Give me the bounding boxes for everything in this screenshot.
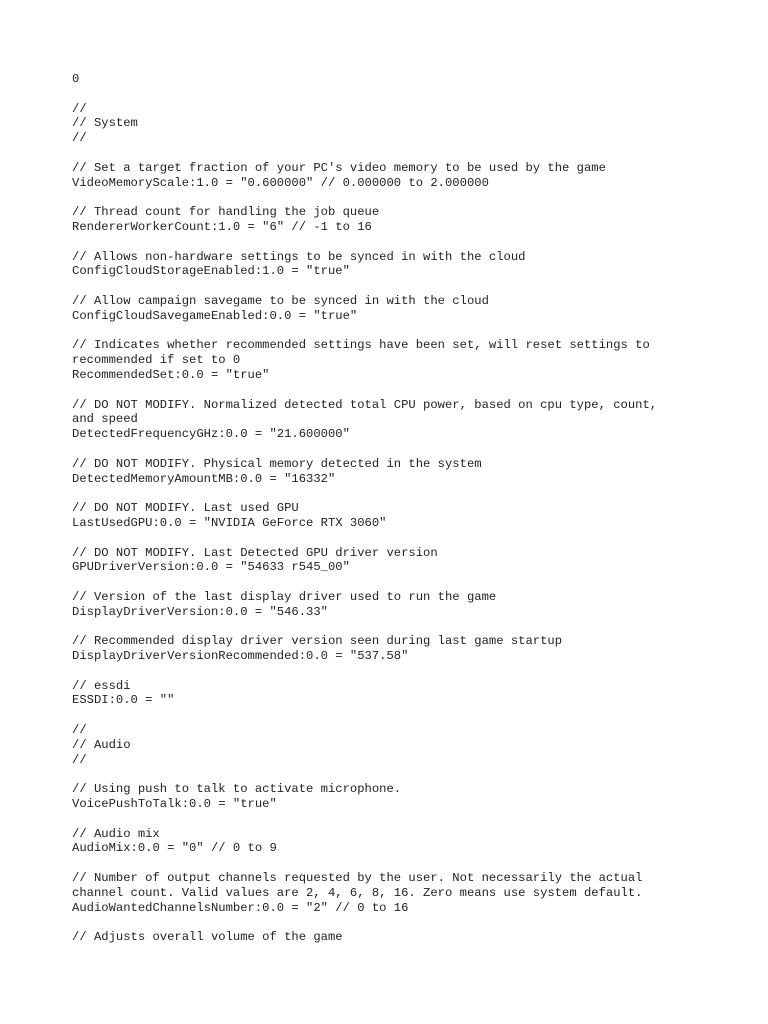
blank-line bbox=[72, 531, 692, 546]
comment-line: // Audio mix bbox=[72, 826, 160, 841]
blank-line bbox=[72, 87, 692, 102]
comment-line: // Indicates whether recommended settings have been set, will reset settings to bbox=[72, 338, 650, 353]
blank-line bbox=[72, 915, 692, 930]
comment-line: // essdi bbox=[72, 678, 131, 693]
comment-line: // Allows non-hardware settings to be synced in with the cloud bbox=[72, 249, 526, 264]
blank-line bbox=[72, 856, 692, 871]
setting-line: recommended if set to 0 bbox=[72, 353, 241, 368]
setting-line: DisplayDriverVersionRecommended:0.0 = "537.58" bbox=[72, 649, 409, 664]
comment-line: // System bbox=[72, 116, 138, 131]
comment-line: // DO NOT MODIFY. Normalized detected total CPU power, based on cpu type, count, bbox=[72, 397, 658, 412]
comment-line: // bbox=[72, 101, 87, 116]
blank-line bbox=[72, 575, 692, 590]
comment-line: // bbox=[72, 752, 87, 767]
comment-line: // bbox=[72, 131, 87, 146]
comment-line: // Using push to talk to activate microphone. bbox=[72, 782, 402, 797]
comment-line: // DO NOT MODIFY. Last Detected GPU driver version bbox=[72, 545, 438, 560]
blank-line bbox=[72, 708, 692, 723]
comment-line: // bbox=[72, 723, 87, 738]
setting-line: ConfigCloudStorageEnabled:1.0 = "true" bbox=[72, 264, 350, 279]
page-number: 0 bbox=[72, 72, 80, 86]
setting-line: RecommendedSet:0.0 = "true" bbox=[72, 367, 270, 382]
config-lines bbox=[72, 102, 692, 945]
comment-line: // Thread count for handling the job queue bbox=[72, 205, 380, 220]
comment-line: // Audio bbox=[72, 737, 131, 752]
setting-line: LastUsedGPU:0.0 = "NVIDIA GeForce RTX 3060" bbox=[72, 515, 387, 530]
setting-line: VoicePushToTalk:0.0 = "true" bbox=[72, 797, 277, 812]
blank-line bbox=[72, 619, 692, 634]
setting-line: DetectedMemoryAmountMB:0.0 = "16332" bbox=[72, 471, 336, 486]
config-document bbox=[72, 72, 692, 945]
blank-line bbox=[72, 767, 692, 782]
setting-line: ESSDI:0.0 = "" bbox=[72, 693, 175, 708]
comment-line: // Set a target fraction of your PC's video memory to be used by the game bbox=[72, 160, 606, 175]
blank-line bbox=[72, 190, 692, 205]
setting-line: VideoMemoryScale:1.0 = "0.600000" // 0.000000 to 2.000000 bbox=[72, 175, 489, 190]
setting-line: RendererWorkerCount:1.0 = "6" // -1 to 16 bbox=[72, 219, 372, 234]
setting-line: ConfigCloudSavegameEnabled:0.0 = "true" bbox=[72, 308, 358, 323]
setting-line: AudioWantedChannelsNumber:0.0 = "2" // 0 to 16 bbox=[72, 900, 409, 915]
blank-line bbox=[72, 324, 692, 339]
blank-line bbox=[72, 442, 692, 457]
setting-line: GPUDriverVersion:0.0 = "54633 r545_00" bbox=[72, 560, 350, 575]
comment-line: // Allow campaign savegame to be synced in with the cloud bbox=[72, 293, 489, 308]
blank-line bbox=[72, 235, 692, 250]
comment-line: // DO NOT MODIFY. Last used GPU bbox=[72, 501, 299, 516]
blank-line bbox=[72, 664, 692, 679]
setting-line: channel count. Valid values are 2, 4, 6, 8, 16. Zero means use system default. bbox=[72, 885, 643, 900]
comment-line: // Recommended display driver version seen during last game startup bbox=[72, 634, 563, 649]
blank-line bbox=[72, 812, 692, 827]
setting-line: and speed bbox=[72, 412, 138, 427]
blank-line bbox=[72, 383, 692, 398]
blank-line bbox=[72, 486, 692, 501]
comment-line: // Version of the last display driver used to run the game bbox=[72, 589, 497, 604]
comment-line: // Adjusts overall volume of the game bbox=[72, 930, 343, 945]
comment-line: // Number of output channels requested by the user. Not necessarily the actual bbox=[72, 871, 643, 886]
setting-line: DetectedFrequencyGHz:0.0 = "21.600000" bbox=[72, 427, 350, 442]
blank-line bbox=[72, 279, 692, 294]
comment-line: // DO NOT MODIFY. Physical memory detected in the system bbox=[72, 456, 482, 471]
setting-line: AudioMix:0.0 = "0" // 0 to 9 bbox=[72, 841, 277, 856]
setting-line: DisplayDriverVersion:0.0 = "546.33" bbox=[72, 604, 328, 619]
blank-line bbox=[72, 146, 692, 161]
